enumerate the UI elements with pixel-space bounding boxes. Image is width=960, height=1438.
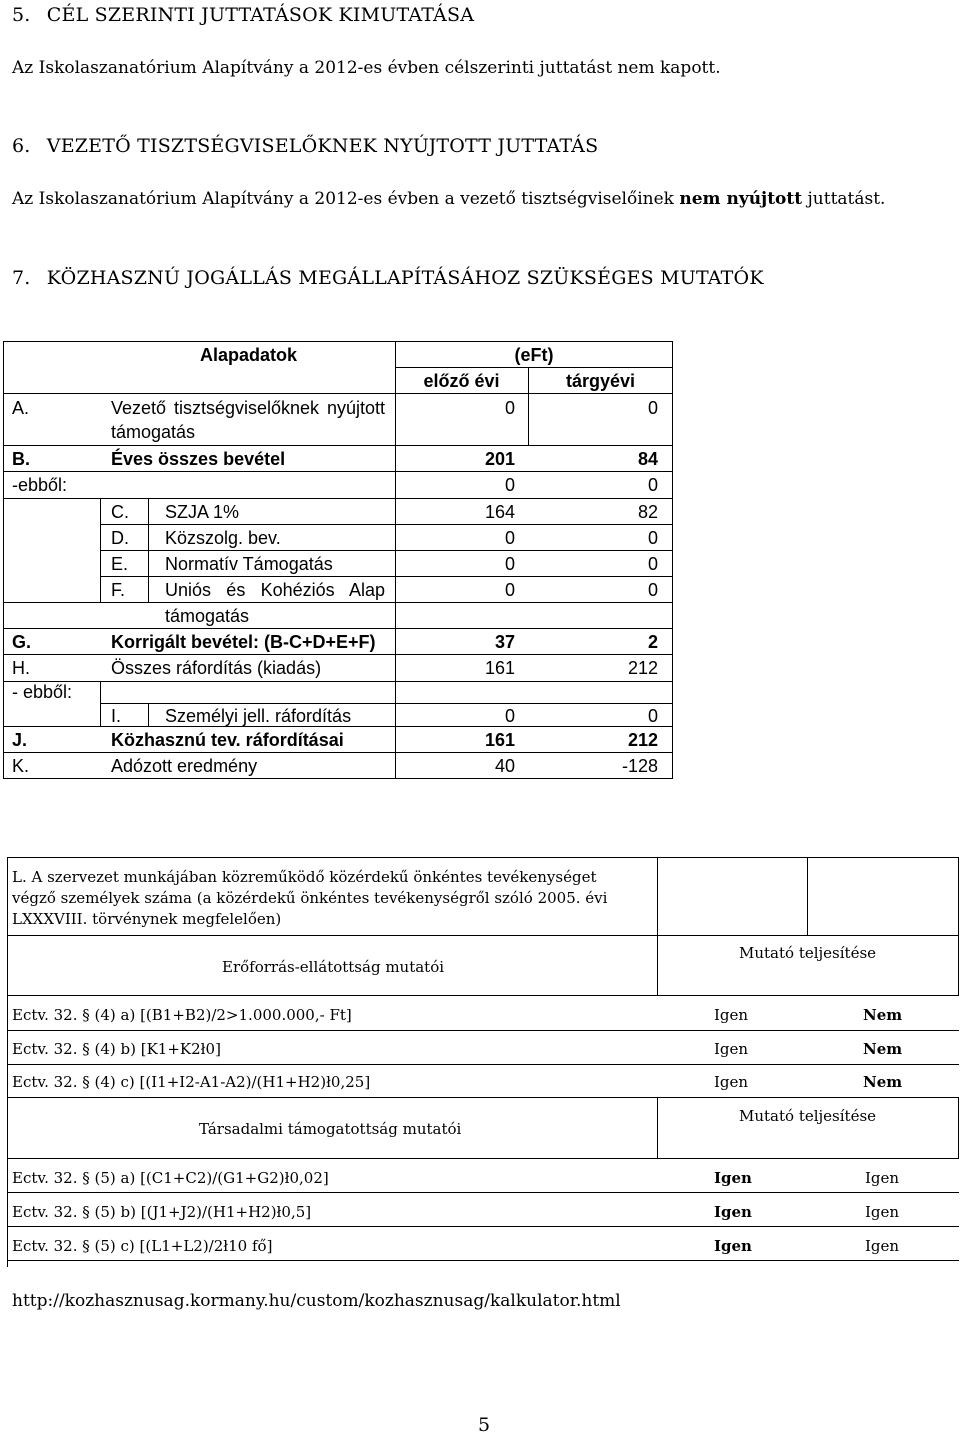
table1-row-f-prev: 0 [504,580,515,600]
table2-row6-v2: Igen [865,1237,900,1255]
table1-row-i-curr: 0 [647,706,658,726]
kalkulator-url: http://kozhasznusag.kormany.hu/custom/kozhasznusag/kalkulator.html [12,1291,621,1311]
table1-head-curr: tárgyévi [565,371,636,391]
table1-row-g-curr: 2 [647,632,658,652]
table1-row-k-code: K. [12,756,30,776]
table1-row-g-prev: 37 [494,632,515,652]
section-7-title: KÖZHASZNÚ JOGÁLLÁS MEGÁLLAPÍTÁSÁHOZ SZÜKSÉGES MUTATÓK [46,267,764,289]
table1-row-a-curr: 0 [647,398,658,418]
table1-row-j-prev: 161 [484,730,515,750]
table2-tarsadalmi-head: Társadalmi támogatottság mutatói [199,1120,462,1138]
table1-row-j-curr: 212 [627,730,658,750]
table1-row-a-prev: 0 [504,398,515,418]
section-6-text-a: Az Iskolaszanatórium Alapítvány a 2012-es évben a vezető tisztségviselőinek [12,189,680,209]
table2-eroforras-head: Erőforrás-ellátottság mutatói [222,958,445,976]
table1-row-b-prev: 201 [484,449,515,469]
table2-mutato-head: Mutató teljesítése [739,944,877,962]
section-6-text-bold: nem nyújtott [679,189,803,209]
table1-row-h-curr: 212 [627,658,658,678]
table1-row-e-code: E. [111,554,129,574]
table1-head-prev: előző évi [423,371,500,391]
mutatok-table [7,857,959,1267]
section-6-text [12,189,885,209]
table1-row-f-code: F. [111,580,126,600]
table2-row5-v1: Igen [714,1203,752,1221]
table1-row-ebbol-code: -ebből: [12,475,68,495]
alapadatok-table [3,341,673,779]
table1-row-ebbol-prev: 0 [504,475,515,495]
table1-row-d-prev: 0 [504,528,515,548]
table2-row4-v1: Igen [714,1169,752,1187]
table1-row-f-label: Uniós és Kohéziós Alap [165,580,385,600]
table1-row-k-curr: -128 [621,756,658,776]
table2-row1-v1: Igen [714,1006,749,1024]
table1-row-g-code: G. [12,632,32,652]
table1-row-j-code: J. [12,730,28,750]
section-5-title: CÉL SZERINTI JUTTATÁSOK KIMUTATÁSA [46,4,475,26]
section-7-number: 7. [12,267,31,289]
table2-row2-v2: Nem [863,1040,903,1058]
table1-row-f-label2: támogatás [165,606,250,626]
table1-row-e-curr: 0 [647,554,658,574]
table1-row-k-prev: 40 [494,756,515,776]
table1-row-b-code: B. [12,449,30,469]
table1-head-unit: (eFt) [514,345,554,365]
section-5-text: Az Iskolaszanatórium Alapítvány a 2012-es évben célszerinti juttatást nem kapott. [12,58,721,78]
table2-row1-v2: Nem [863,1006,903,1024]
table2-row3-v2: Nem [863,1073,903,1091]
table1-row-ebbol-curr: 0 [647,475,658,495]
section-7-heading [12,267,764,289]
table1-row-d-code: D. [111,528,129,548]
table1-row-d-curr: 0 [647,528,658,548]
table2-row2-v1: Igen [714,1040,749,1058]
table1-row-e-prev: 0 [504,554,515,574]
table2-mutato-head2: Mutató teljesítése [739,1107,877,1125]
table1-row-a-label: Vezető tisztségviselőknek nyújtott [111,398,385,418]
table2-row3-v1: Igen [714,1073,749,1091]
table2-l-line3: LXXXVIII. törvénynek megfelelően) [12,910,282,928]
section-6-number: 6. [12,135,31,157]
table1-row-i-label: Személyi jell. ráfordítás [165,706,352,726]
section-5-heading [12,4,474,26]
table1-row-c-prev: 164 [484,502,515,522]
table1-row-ebbol2-code: - ebből: [12,682,73,702]
table1-row-b-curr: 84 [637,449,658,469]
table1-row-h-prev: 161 [484,658,515,678]
table2-l-line2: végző személyek száma (a közérdekű önkéntes tevékenységről szóló 2005. évi [12,889,608,907]
table1-row-c-label: SZJA 1% [165,502,240,522]
table1-head-label: Alapadatok [200,345,298,365]
table2-row4-label: Ectv. 32. § (5) a) [(C1+C2)/(G1+G2)ł0,02] [12,1169,329,1187]
table2-row5-v2: Igen [865,1203,900,1221]
table1-row-k-label: Adózott eredmény [111,756,258,776]
section-6-heading [12,135,598,157]
table2-row3-label: Ectv. 32. § (4) c) [(I1+I2-A1-A2)/(H1+H2)ł0,25] [12,1073,371,1091]
page-number: 5 [478,1414,491,1436]
table1-row-f-curr: 0 [647,580,658,600]
table2-l-line1: L. A szervezet munkájában közreműködő közérdekű önkéntes tevékenységet [12,868,597,886]
table1-row-c-curr: 82 [637,502,658,522]
table1-row-h-label: Összes ráfordítás (kiadás) [111,658,322,678]
section-5-number: 5. [12,4,31,26]
section-6-title: VEZETŐ TISZTSÉGVISELŐKNEK NYÚJTOTT JUTTATÁS [46,135,599,157]
table2-row6-label: Ectv. 32. § (5) c) [(L1+L2)/2ł10 fő] [12,1237,273,1255]
table2-row6-v1: Igen [714,1237,752,1255]
table1-row-i-code: I. [111,706,122,726]
table1-row-j-label: Közhasznú tev. ráfordításai [111,730,344,750]
table1-row-b-label: Éves összes bevétel [111,449,286,469]
table1-row-a-code: A. [12,398,30,418]
table2-row2-label: Ectv. 32. § (4) b) [K1+K2ł0] [12,1040,221,1058]
section-6-text-c: juttatást. [802,189,886,209]
table2-row4-v2: Igen [865,1169,900,1187]
table1-row-e-label: Normatív Támogatás [165,554,333,574]
table1-row-c-code: C. [111,502,129,522]
table2-row1-label: Ectv. 32. § (4) a) [(B1+B2)/2>1.000.000,- Ft] [12,1006,352,1024]
table1-row-g-label: Korrigált bevétel: (B-C+D+E+F) [111,632,376,652]
table1-row-a-label2: támogatás [111,422,196,442]
table2-row5-label: Ectv. 32. § (5) b) [(J1+J2)/(H1+H2)ł0,5] [12,1203,312,1221]
table1-row-h-code: H. [12,658,30,678]
table1-row-d-label: Közszolg. bev. [165,528,281,548]
table1-row-i-prev: 0 [504,706,515,726]
